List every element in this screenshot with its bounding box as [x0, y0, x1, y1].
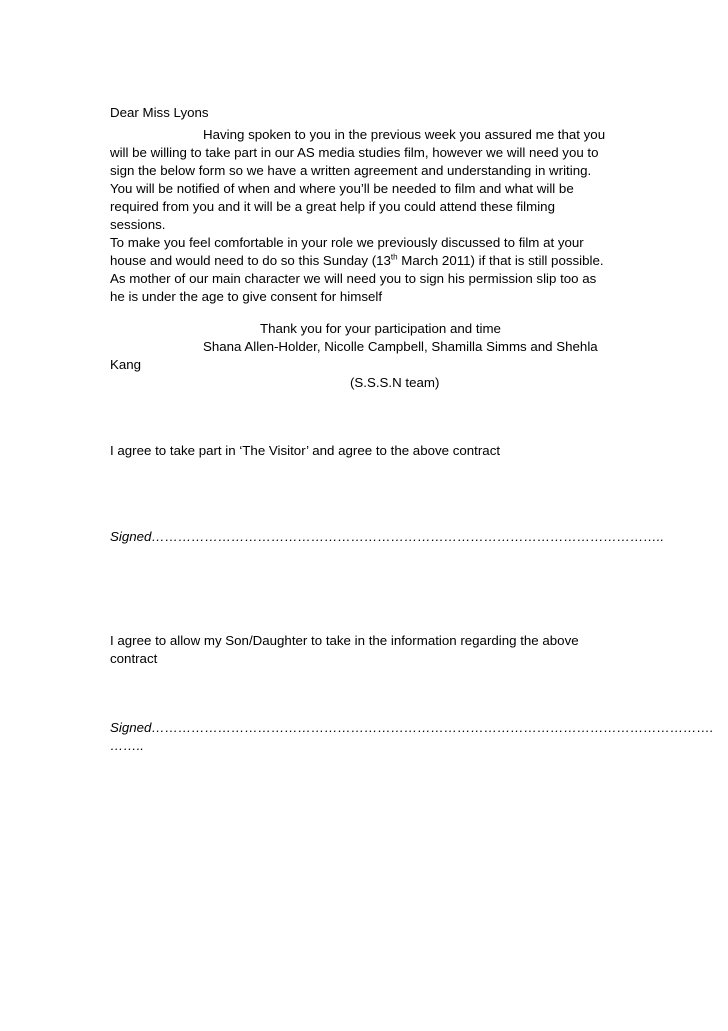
signature-line-2[interactable]: Signed……………………………………………………………………………………………………………….: [110, 720, 714, 735]
date-line-sup: th: [390, 252, 398, 262]
mother-line-2: he is under the age to give consent for himself: [110, 289, 383, 304]
date-line-before: house and would need to do so this Sunday (13: [110, 253, 391, 268]
body-line-1: Having spoken to you in the previous week you assured me that you: [203, 127, 606, 142]
body-line-3: sign the below form so we have a written agreement and understanding in writing.: [110, 163, 592, 178]
body-line-4: You will be notified of when and where you’ll be needed to film and what will be: [110, 181, 574, 196]
agreement-1-text: I agree to take part in ‘The Visitor’ and agree to the above contract: [110, 443, 501, 458]
date-line-after: March 2011) if that is still possible.: [397, 253, 604, 268]
body-line-6: sessions.: [110, 217, 166, 232]
body-line-7: To make you feel comfortable in your role we previously discussed to film at your: [110, 235, 584, 250]
signature-line-1[interactable]: Signed……………………………………………………………………………………………………..: [110, 529, 665, 544]
body-line-2: will be willing to take part in our AS media studies film, however we will need you to: [110, 145, 599, 160]
date-line: [110, 252, 630, 270]
mother-line-1: As mother of our main character we will need you to sign his permission slip too as: [110, 271, 597, 286]
agreement-2-line-1: I agree to allow my Son/Daughter to take in the information regarding the above: [110, 633, 579, 648]
body-line-5: required from you and it will be a great help if you could attend these filming: [110, 199, 555, 214]
agreement-2-line-2: contract: [110, 651, 158, 666]
signature-line-2-continued[interactable]: ……..: [110, 738, 144, 753]
thanks-line: Thank you for your participation and time: [260, 321, 501, 336]
greeting: Dear Miss Lyons: [110, 105, 209, 120]
names-line-2: Kang: [110, 357, 142, 372]
team-line: (S.S.S.N team): [350, 375, 440, 390]
names-line-1: Shana Allen-Holder, Nicolle Campbell, Shamilla Simms and Shehla: [203, 339, 598, 354]
